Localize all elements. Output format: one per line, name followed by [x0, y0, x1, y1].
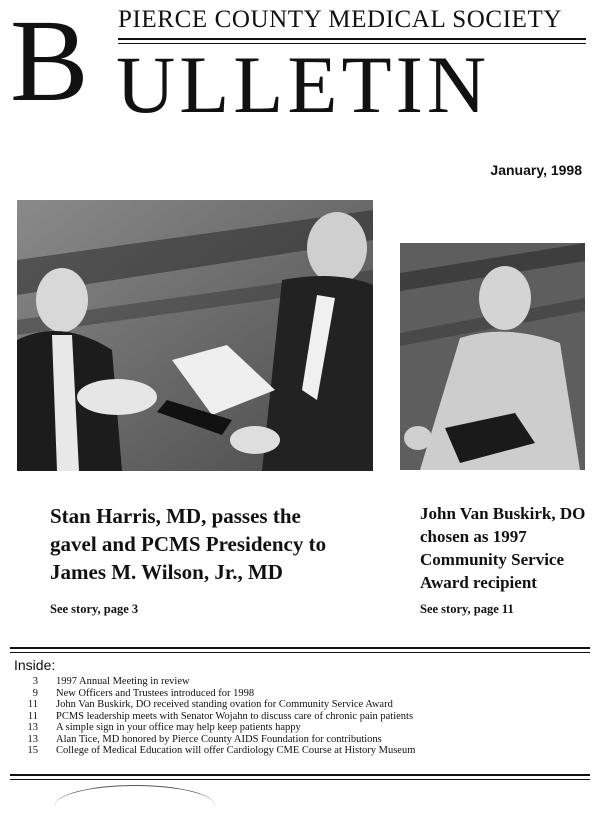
list-item[interactable] [24, 745, 584, 757]
story-headline-presidency: Stan Harris, MD, passes the gavel and PCMS Presidency to James M. Wilson, Jr., MD [50, 504, 327, 584]
photo-award-recipient-illustration [400, 243, 585, 470]
list-item[interactable] [24, 722, 584, 734]
contents-rule-bottom [10, 774, 590, 776]
contents-rule-bottom-thin [10, 779, 590, 780]
photo-award-recipient [400, 243, 585, 470]
see-story-link-award[interactable]: See story, page 11 [420, 602, 514, 616]
toc-page-number: 11 [27, 699, 38, 710]
masthead-title: ULLETIN [116, 39, 491, 130]
contents-rule-top-thin [10, 652, 590, 653]
toc-page-number: 13 [27, 722, 38, 733]
masthead-initial: B [10, 0, 89, 126]
toc-entry-text: A simple sign in your office may help keep patients happy [56, 722, 301, 733]
contents-rule-top [10, 647, 590, 649]
toc-page-number: 13 [27, 733, 38, 745]
issue-date: January, 1998 [490, 162, 582, 178]
toc-entry-text: 1997 Annual Meeting in review [56, 676, 190, 687]
toc-page-number: 3 [32, 676, 38, 687]
inside-contents-list [24, 676, 584, 757]
toc-page-number: 9 [32, 687, 38, 699]
see-story-link-presidency[interactable]: See story, page 3 [50, 602, 139, 616]
story-headline-award: John Van Buskirk, DO chosen as 1997 Community Service Award recipient [420, 504, 586, 592]
toc-page-number: 15 [27, 745, 38, 756]
inside-label: Inside: [14, 657, 56, 673]
toc-page-number: 11 [27, 710, 38, 722]
toc-entry-text: PCMS leadership meets with Senator Wojahn to discuss care of chronic pain patients [56, 710, 414, 722]
list-item[interactable] [24, 699, 584, 711]
list-item[interactable] [24, 676, 584, 688]
toc-entry-text: College of Medical Education will offer Cardiology CME Course at History Museum [56, 745, 416, 756]
list-item[interactable] [24, 688, 584, 700]
list-item[interactable] [24, 734, 584, 746]
list-item[interactable] [24, 711, 584, 723]
society-name: PIERCE COUNTY MEDICAL SOCIETY [118, 6, 563, 33]
toc-entry-text: New Officers and Trustees introduced for 1998 [56, 687, 255, 699]
toc-entry-text: John Van Buskirk, DO received standing ovation for Community Service Award [56, 699, 393, 710]
photo-gavel-handoff [17, 200, 373, 471]
photo-gavel-handoff-illustration [17, 200, 373, 471]
toc-entry-text: Alan Tice, MD honored by Pierce County AIDS Foundation for contributions [56, 733, 382, 745]
